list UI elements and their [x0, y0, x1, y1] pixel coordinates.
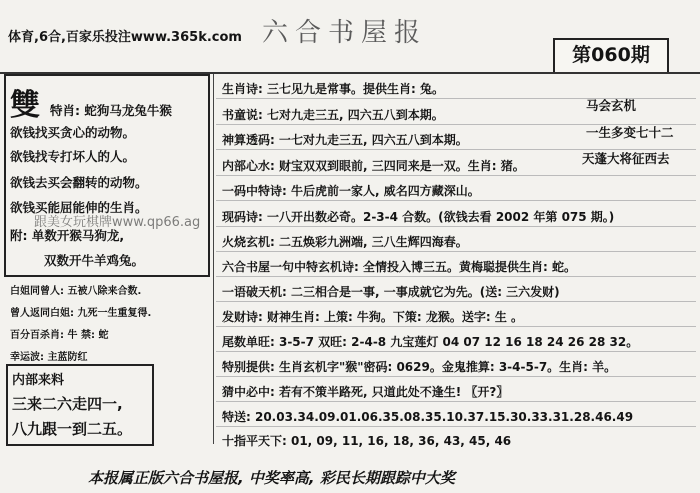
- inside-info-line: 八九跟一到二五。: [12, 420, 133, 438]
- main-line: 书童说: 七对九走三五, 四六五八到本期。: [222, 108, 444, 122]
- inside-info-title: 内部来料: [12, 373, 65, 388]
- row-divider: [216, 376, 696, 377]
- main-line: 一语破天机: 二三相合是一事, 一事成就它为先。(送: 三六发财): [222, 285, 560, 299]
- left-line: 欲钱买能屈能伸的生肖。: [10, 200, 148, 215]
- main-line: 六合书屋一句中特玄机诗: 全情投入博三五。黄梅聪提供生肖: 蛇。: [222, 260, 576, 274]
- main-line: 特送: 20.03.34.09.01.06.35.08.35.10.37.15.30.33.31.28.46.49: [222, 410, 634, 424]
- left-line: 欲钱去买会翻转的动物。: [10, 175, 148, 190]
- big-character: 雙: [10, 88, 40, 123]
- horse-club-hint-box: [580, 96, 692, 170]
- main-line: 一码中特诗: 牛后虎前一家人, 威名四方藏深山。: [222, 184, 480, 198]
- row-divider: [216, 226, 696, 227]
- hint-line: 马会玄机: [586, 98, 637, 113]
- main-line: 猜中必中: 若有不策半路死, 只道此处不逢生! 〖开?〗: [222, 385, 509, 399]
- small-tip: 幸运波: 主蓝防红: [10, 352, 88, 363]
- hint-line: 一生多变七十二: [586, 125, 674, 140]
- row-divider: [216, 426, 696, 427]
- left-line: 特肖: 蛇狗马龙兔牛猴: [50, 103, 172, 118]
- row-divider: [216, 251, 696, 252]
- main-line: 发财诗: 财神生肖: 上策: 牛狗。下策: 龙猴。送字: 生 。: [222, 310, 524, 324]
- hint-line: 天蓬大将征西去: [582, 151, 670, 166]
- main-line: 十指平天下: 01, 09, 11, 16, 18, 36, 43, 45, 46: [222, 434, 512, 448]
- watermark-text: 跟美女玩棋牌www.qp66.ag: [34, 215, 201, 230]
- main-line: 生肖诗: 三七见九是常事。提供生肖: 兔。: [222, 82, 444, 96]
- header-site-text: 体育,6合,百家乐投注www.365k.com: [8, 30, 242, 45]
- row-divider: [216, 175, 696, 176]
- inside-info-line: 三来二六走四一,: [12, 395, 123, 413]
- row-divider: [216, 351, 696, 352]
- small-tip: 曾人返同白姐: 九死一生重复得.: [10, 308, 152, 319]
- row-divider: [216, 301, 696, 302]
- main-line: 尾数单旺: 3-5-7 双旺: 2-4-8 九宝莲灯 04 07 12 16 18 24 26 28 32。: [222, 335, 639, 349]
- left-line: 欲钱找买贪心的动物。: [10, 125, 136, 140]
- small-tip: 百分百杀肖: 牛 禁: 蛇: [10, 330, 109, 341]
- left-line: 欲钱找专打坏人的人。: [10, 149, 136, 164]
- row-divider: [216, 326, 696, 327]
- column-divider: [213, 74, 214, 444]
- row-divider: [216, 401, 696, 402]
- issue-number: 第060期: [553, 38, 669, 74]
- newspaper-title: 六合书屋报: [262, 18, 428, 48]
- small-tip: 白姐同曾人: 五被八除来合数.: [10, 286, 142, 297]
- main-line: 神算透码: 一七对九走三五, 四六五八到本期。: [222, 133, 468, 147]
- main-line: 内部心水: 财宝双双到眼前, 三四同来是一双。生肖: 猪。: [222, 159, 525, 173]
- left-line: 附: 单数开猴马狗龙,: [10, 228, 125, 243]
- row-divider: [216, 200, 696, 201]
- main-line: 火烧玄机: 二五焕彩九洲端, 三八生辉四海春。: [222, 235, 468, 249]
- row-divider: [216, 276, 696, 277]
- footer-slogan: 本报属正版六合书屋报, 中奖率高, 彩民长期跟踪中大奖: [88, 469, 455, 487]
- main-line: 现码诗: 一八开出数必奇。2-3-4 合数。(欲钱去看 2002 年第 075 期。): [222, 210, 615, 224]
- left-line: 双数开牛羊鸡兔。: [44, 253, 145, 268]
- main-line: 特别提供: 生肖玄机字"猴"密码: 0629。金鬼推算: 3-4-5-7。生肖: 羊。: [222, 360, 617, 374]
